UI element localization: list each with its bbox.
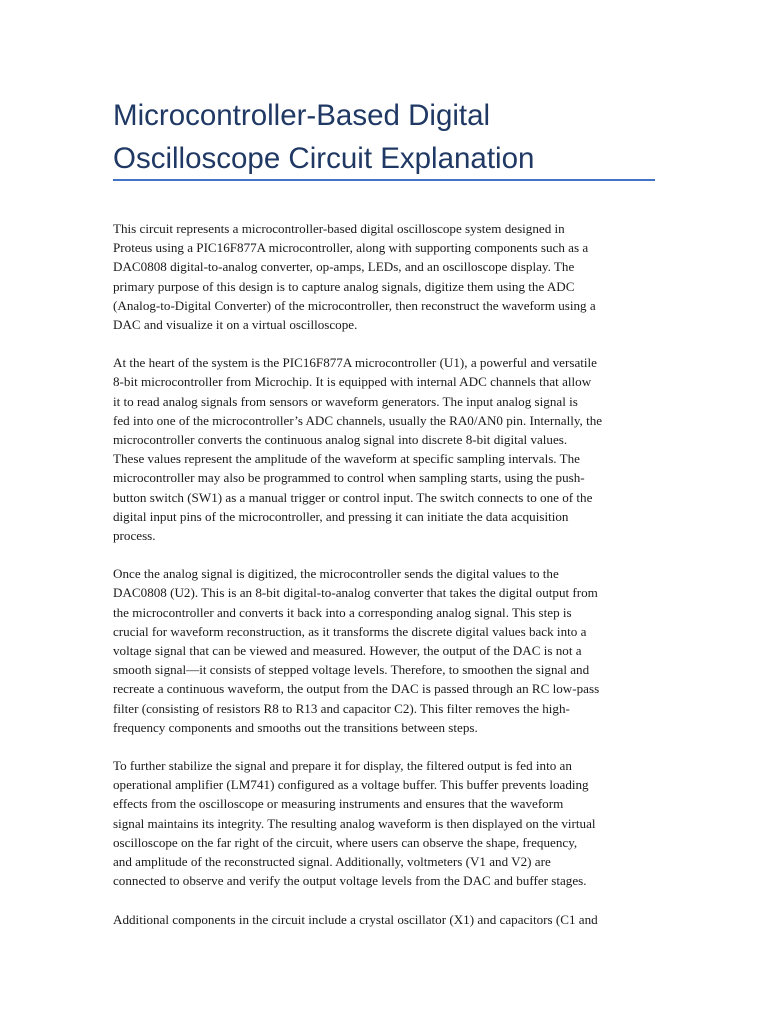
paragraph-line: fed into one of the microcontroller’s ADC channels, usually the RA0/AN0 pin. Internally, the [113,412,603,428]
paragraph-line: signal maintains its integrity. The resulting analog waveform is then displayed on the virtual [113,815,596,831]
paragraph-line: and amplitude of the reconstructed signal. Additionally, voltmeters (V1 and V2) are [113,854,551,870]
paragraph-line: oscilloscope on the far right of the circuit, where users can observe the shape, frequency, [113,834,578,850]
paragraph-line: crucial for waveform reconstruction, as it transforms the discrete digital values back into a [113,623,587,639]
paragraph-line: Additional components in the circuit include a crystal oscillator (X1) and capacitors (C1 and [113,911,598,927]
paragraph-line: DAC0808 (U2). This is an 8-bit digital-to-analog converter that takes the digital output from [113,585,598,601]
paragraph-line: microcontroller may also be programmed to control when sampling starts, using the push- [113,470,585,486]
paragraph-line: To further stabilize the signal and prepare it for display, the filtered output is fed into an [113,758,572,774]
paragraph-line: (Analog-to-Digital Converter) of the microcontroller, then reconstruct the waveform using a [113,297,596,313]
paragraph-line: filter (consisting of resistors R8 to R13 and capacitor C2). This filter removes the high- [113,700,570,716]
paragraph-line: voltage signal that can be viewed and measured. However, the output of the DAC is not a [113,643,582,659]
paragraph-line: digital input pins of the microcontroller, and pressing it can initiate the data acquisition [113,508,569,524]
paragraph-line: operational amplifier (LM741) configured as a voltage buffer. This buffer prevents loading [113,777,589,793]
title-line: Oscilloscope Circuit Explanation [113,142,535,175]
paragraph-line: connected to observe and verify the output voltage levels from the DAC and buffer stages. [113,873,587,889]
paragraph-line: the microcontroller and converts it back into a corresponding analog signal. This step is [113,604,572,620]
paragraph-line: smooth signal—it consists of stepped voltage levels. Therefore, to smoothen the signal and [113,662,590,678]
paragraph-line: microcontroller converts the continuous analog signal into discrete 8-bit digital values. [113,432,568,448]
paragraph-line: frequency components and smooths out the transitions between steps. [113,719,478,735]
paragraph-line: button switch (SW1) as a manual trigger or control input. The switch connects to one of the [113,489,593,505]
paragraph-line: it to read analog signals from sensors or waveform generators. The input analog signal is [113,393,578,409]
paragraph-line: Once the analog signal is digitized, the microcontroller sends the digital values to the [113,566,559,582]
paragraph-line: These values represent the amplitude of the waveform at specific sampling intervals. The [113,451,580,467]
paragraph-line: process. [113,528,156,544]
title-line: Microcontroller-Based Digital [113,99,491,132]
paragraph-line: effects from the oscilloscope or measuring instruments and ensures that the waveform [113,796,564,812]
paragraph-line: 8-bit microcontroller from Microchip. It is equipped with internal ADC channels that allow [113,374,592,390]
title-underline [113,179,655,181]
body-paragraph [113,219,658,334]
paragraph-line: This circuit represents a microcontroller-based digital oscilloscope system designed in [113,221,565,236]
paragraph-line: DAC0808 digital-to-analog converter, op-amps, LEDs, and an oscilloscope display. The [113,259,575,275]
paragraph-line: DAC and visualize it on a virtual oscilloscope. [113,317,358,333]
body-paragraph [113,910,658,929]
paragraph-line: primary purpose of this design is to capture analog signals, digitize them using the ADC [113,278,575,294]
body-paragraph [113,564,658,737]
document-title [113,94,658,180]
body-paragraph [113,353,658,545]
paragraph-line: recreate a continuous waveform, the output from the DAC is passed through an RC low-pass [113,681,600,697]
document-body [113,219,658,948]
paragraph-line: Proteus using a PIC16F877A microcontroller, along with supporting components such as a [113,240,589,256]
paragraph-line: At the heart of the system is the PIC16F877A microcontroller (U1), a powerful and versatile [113,355,597,371]
body-paragraph [113,756,658,890]
